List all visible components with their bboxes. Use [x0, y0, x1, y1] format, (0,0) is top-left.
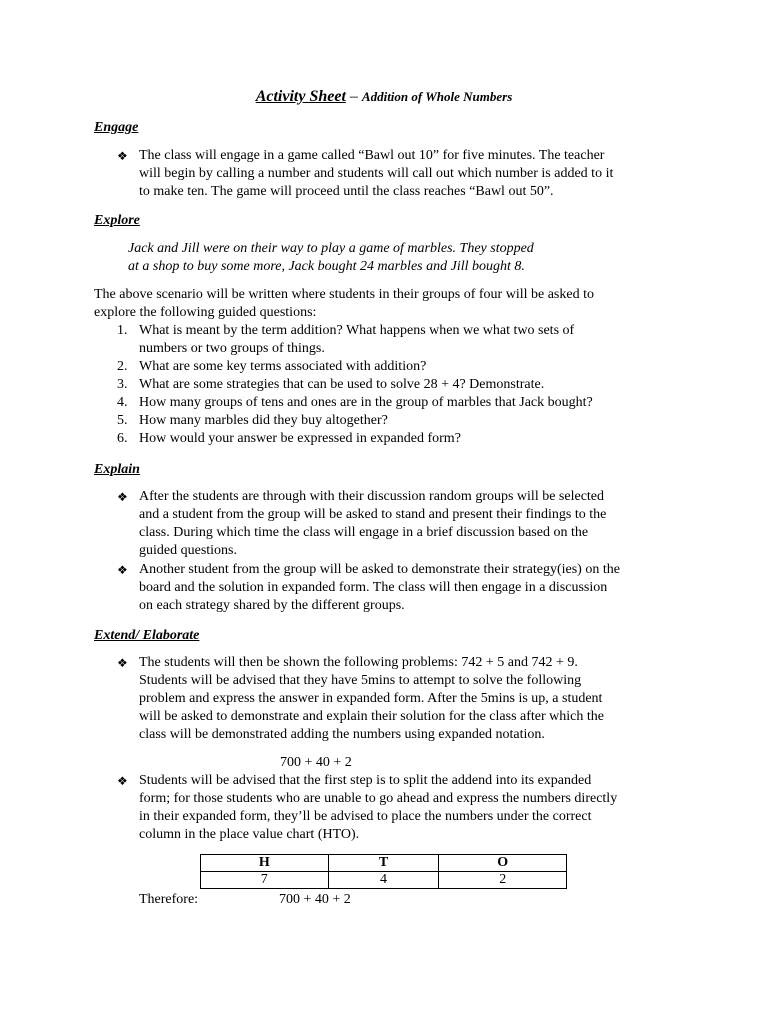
question-text: How would your answer be expressed in expanded form?: [139, 431, 461, 446]
question-number: 6.: [117, 431, 128, 446]
question-number: 3.: [117, 377, 128, 392]
text-line: Students will be advised that the first step is to split the addend into its expanded: [139, 773, 592, 788]
question-number: 1.: [117, 323, 128, 338]
text-line: class will be demonstrated adding the numbers using expanded notation.: [139, 727, 545, 742]
table-row: [201, 872, 567, 889]
cell-hundreds: 7: [201, 872, 329, 889]
column-header-h: H: [201, 855, 329, 872]
text-line: The students will then be shown the following problems: 742 + 5 and 742 + 9.: [139, 655, 578, 670]
story-line: at a shop to buy some more, Jack bought 24 marbles and Jill bought 8.: [128, 259, 525, 274]
text-line: will be asked to demonstrate and explain their solution for the class after which the: [139, 709, 604, 724]
question-text: numbers or two groups of things.: [139, 341, 325, 356]
question-text: What is meant by the term addition? What happens when we what two sets of: [139, 323, 575, 338]
text-line: board and the solution in expanded form. The class will then engage in a discussion: [139, 580, 608, 595]
bullet-icon: ❖: [117, 490, 128, 504]
bullet-icon: ❖: [117, 563, 128, 577]
engage-paragraph: [139, 147, 679, 201]
question-text: How many marbles did they buy altogether?: [139, 413, 388, 428]
explore-heading: Explore: [94, 213, 140, 228]
text-line: problem and express the answer in expanded form. After the 5mins is up, a student: [139, 691, 603, 706]
text-line: to make ten. The game will proceed until the class reaches “Bawl out 50”.: [139, 184, 554, 199]
question-number: 2.: [117, 359, 128, 374]
title-main: Activity Sheet: [255, 88, 346, 105]
text-line: will begin by calling a number and students will call out which number is added to it: [139, 166, 614, 181]
explore-intro-line: explore the following guided questions:: [94, 305, 317, 320]
table-header-row: [201, 855, 567, 872]
explain-bullet-1: [139, 488, 679, 560]
expanded-notation: 700 + 40 + 2: [280, 755, 352, 770]
bullet-icon: ❖: [117, 656, 128, 670]
text-line: Another student from the group will be asked to demonstrate their strategy(ies) on the: [139, 562, 620, 577]
question-text: What are some key terms associated with addition?: [139, 359, 427, 374]
bullet-icon: ❖: [117, 149, 128, 163]
text-line: on each strategy shared by the different groups.: [139, 598, 405, 613]
explain-bullet-2: [139, 561, 679, 615]
therefore-label: Therefore:: [139, 892, 199, 907]
page-title: [0, 88, 768, 107]
explore-intro-line: The above scenario will be written where students in their groups of four will be asked to: [94, 287, 594, 302]
text-line: The class will engage in a game called “Bawl out 10” for five minutes. The teacher: [139, 148, 605, 163]
text-line: guided questions.: [139, 543, 237, 558]
question-text: How many groups of tens and ones are in the group of marbles that Jack bought?: [139, 395, 593, 410]
text-line: in their expanded form, they’ll be advised to place the numbers under the correct: [139, 809, 592, 824]
question-number: 5.: [117, 413, 128, 428]
text-line: Students will be advised that they have 5mins to attempt to solve the following: [139, 673, 582, 688]
title-dash: –: [345, 88, 362, 105]
bullet-icon: ❖: [117, 774, 128, 788]
explain-heading: Explain: [94, 462, 140, 477]
question-text: What are some strategies that can be used to solve 28 + 4? Demonstrate.: [139, 377, 545, 392]
question-number: 4.: [117, 395, 128, 410]
cell-tens: 4: [328, 872, 439, 889]
title-subtitle: Addition of Whole Numbers: [361, 89, 513, 104]
column-header-o: O: [439, 855, 567, 872]
column-header-t: T: [328, 855, 439, 872]
place-value-table: [200, 854, 567, 889]
text-line: form; for those students who are unable to go ahead and express the numbers directly: [139, 791, 618, 806]
text-line: class. During which time the class will engage in a brief discussion based on the: [139, 525, 589, 540]
text-line: and a student from the group will be asked to stand and present their findings to the: [139, 507, 607, 522]
text-line: After the students are through with their discussion random groups will be selected: [139, 489, 605, 504]
story-line: Jack and Jill were on their way to play a game of marbles. They stopped: [128, 241, 534, 256]
expanded-notation-result: 700 + 40 + 2: [279, 892, 351, 907]
text-line: column in the place value chart (HTO).: [139, 827, 360, 842]
extend-bullet-2: [139, 772, 679, 844]
cell-ones: 2: [439, 872, 567, 889]
extend-bullet-1: [139, 654, 679, 744]
engage-heading: Engage: [94, 120, 139, 135]
extend-heading: Extend/ Elaborate: [94, 628, 200, 643]
